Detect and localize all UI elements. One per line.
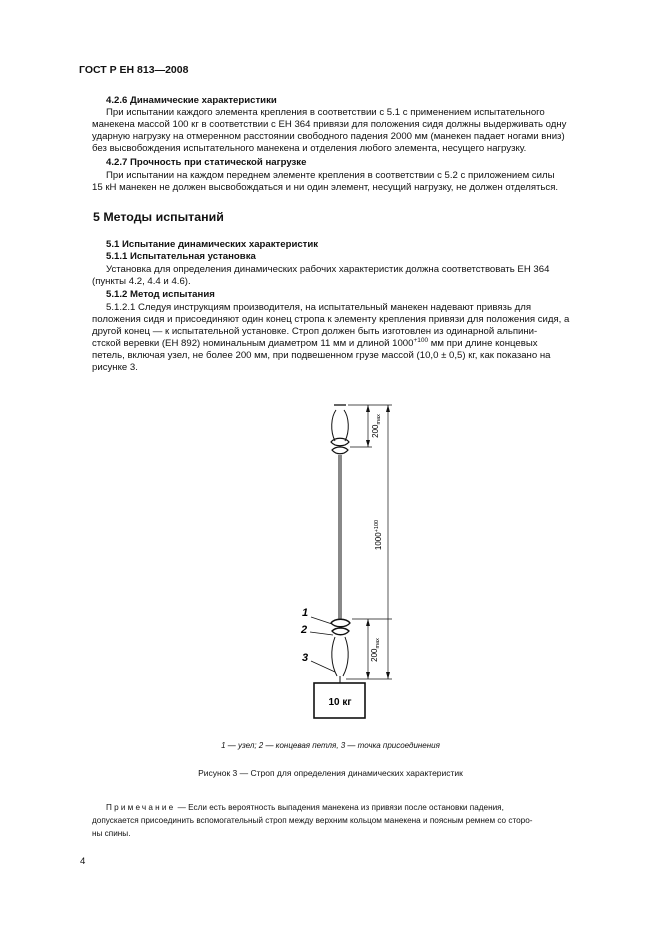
dim-top-value: 200 <box>371 424 380 438</box>
length-tolerance: +100 <box>413 336 429 344</box>
figure-legend: 1 — узел; 2 — концевая петля, 3 — точка присоединения <box>221 741 440 750</box>
dim-top-label <box>371 414 382 438</box>
bottom-knot <box>331 619 350 635</box>
label-3: 3 <box>302 652 309 664</box>
s512-line-5: петель, включая узел, не более 200 мм, при подвешенном грузе массой (10,0 ± 0,5) кг, как показано на <box>92 350 551 361</box>
arrow-top-a <box>366 405 370 412</box>
s512-line-4 <box>92 338 538 350</box>
figure-3-lanyard-diagram <box>280 395 420 730</box>
heading-5-1-2: 5.1.2 Метод испытания <box>106 289 215 300</box>
top-end-loop <box>332 410 349 441</box>
note-line-2: допускается присоединить вспомогательный строп между верхним кольцом манекена и поясным ремнем со сторо- <box>92 816 533 825</box>
top-knot <box>331 438 349 454</box>
s426-line-4: без высвобождения испытательного манекена и отделения любого элемента, несущего нагрузку. <box>92 143 527 154</box>
s426-line-3: ударную нагрузку на отмеренном расстоянии свободного падения 2000 мм (манекен падает ногами вниз) <box>92 131 565 142</box>
dim-bottom-value: 200 <box>370 648 379 662</box>
dim-top-sub: max <box>376 414 382 425</box>
note-line-1-text: — Если есть вероятность выпадения манекена из привязи после остановки падения, <box>177 803 504 812</box>
s512-line-3: другой конец — к испытательной установке. Строп должен быть изготовлен из одинарной альпини- <box>92 326 538 337</box>
s426-line-1: При испытании каждого элемента крепления в соответствии с 5.1 с применением испытательного <box>106 107 545 118</box>
dim-bottom-label <box>370 638 381 662</box>
dim-total-label <box>374 520 383 550</box>
heading-4-2-6: 4.2.6 Динамические характеристики <box>106 95 277 106</box>
figure-caption: Рисунок 3 — Строп для определения динамических характеристик <box>198 768 463 778</box>
document-header: ГОСТ Р ЕН 813—2008 <box>79 64 189 76</box>
note-line-3: ны спины. <box>92 829 131 838</box>
arrow-top-b <box>366 440 370 447</box>
s511-line-1: Установка для определения динамических рабочих характеристик должна соответствовать ЕН 364 <box>106 264 550 275</box>
weight-label: 10 кг <box>328 697 352 708</box>
dim-total-sup: +100 <box>374 519 380 533</box>
leader-3 <box>311 661 335 672</box>
s512-line-4-post: мм при длине концевых <box>428 338 538 349</box>
heading-4-2-7: 4.2.7 Прочность при статической нагрузке <box>106 157 307 168</box>
label-2: 2 <box>301 624 308 636</box>
s512-line-6: рисунке 3. <box>92 362 138 373</box>
s512-line-1: 5.1.2.1 Следуя инструкциям производителя, на испытательный манекен надевают привязь для <box>106 302 532 313</box>
arrow-bottom-b <box>366 672 370 679</box>
s512-line-4-pre: стской веревки (ЕН 892) номинальным диаметром 11 мм и длиной 1000 <box>92 338 414 349</box>
s511-line-2: (пункты 4.2, 4.4 и 4.6). <box>92 276 191 287</box>
page-number: 4 <box>80 856 86 867</box>
label-1: 1 <box>302 607 309 619</box>
s427-line-1: При испытании на каждом переднем элементе крепления в соответствии с 5.2 с приложением силы <box>106 170 555 181</box>
heading-5-1-1: 5.1.1 Испытательная установка <box>106 251 256 262</box>
note-line-1 <box>92 802 612 815</box>
leader-1 <box>311 617 332 624</box>
bottom-end-loop <box>332 637 348 676</box>
note-prefix: Примечание <box>106 803 176 812</box>
dim-total-value: 1000 <box>374 532 383 551</box>
leader-2 <box>310 632 333 635</box>
arrow-total-b <box>386 672 390 679</box>
heading-5-1: 5.1 Испытание динамических характеристик <box>106 239 319 250</box>
section-5-title: 5 Методы испытаний <box>93 210 224 224</box>
dim-bottom-sub: max <box>375 638 381 649</box>
s426-line-2: манекена массой 100 кг в соответствии с ЕН 364 привязи для положения сидя должны выдерживать одну <box>92 119 567 130</box>
arrow-bottom-a <box>366 619 370 626</box>
arrow-total-a <box>386 405 390 412</box>
s512-line-2: положения сидя и присоединяют один конец стропа к элементу крепления привязи для положения сидя, а <box>92 314 570 325</box>
s427-line-2: 15 кН манекен не должен высвобождаться и ни один элемент, несущий нагрузку, не должен отделяться. <box>92 182 559 193</box>
